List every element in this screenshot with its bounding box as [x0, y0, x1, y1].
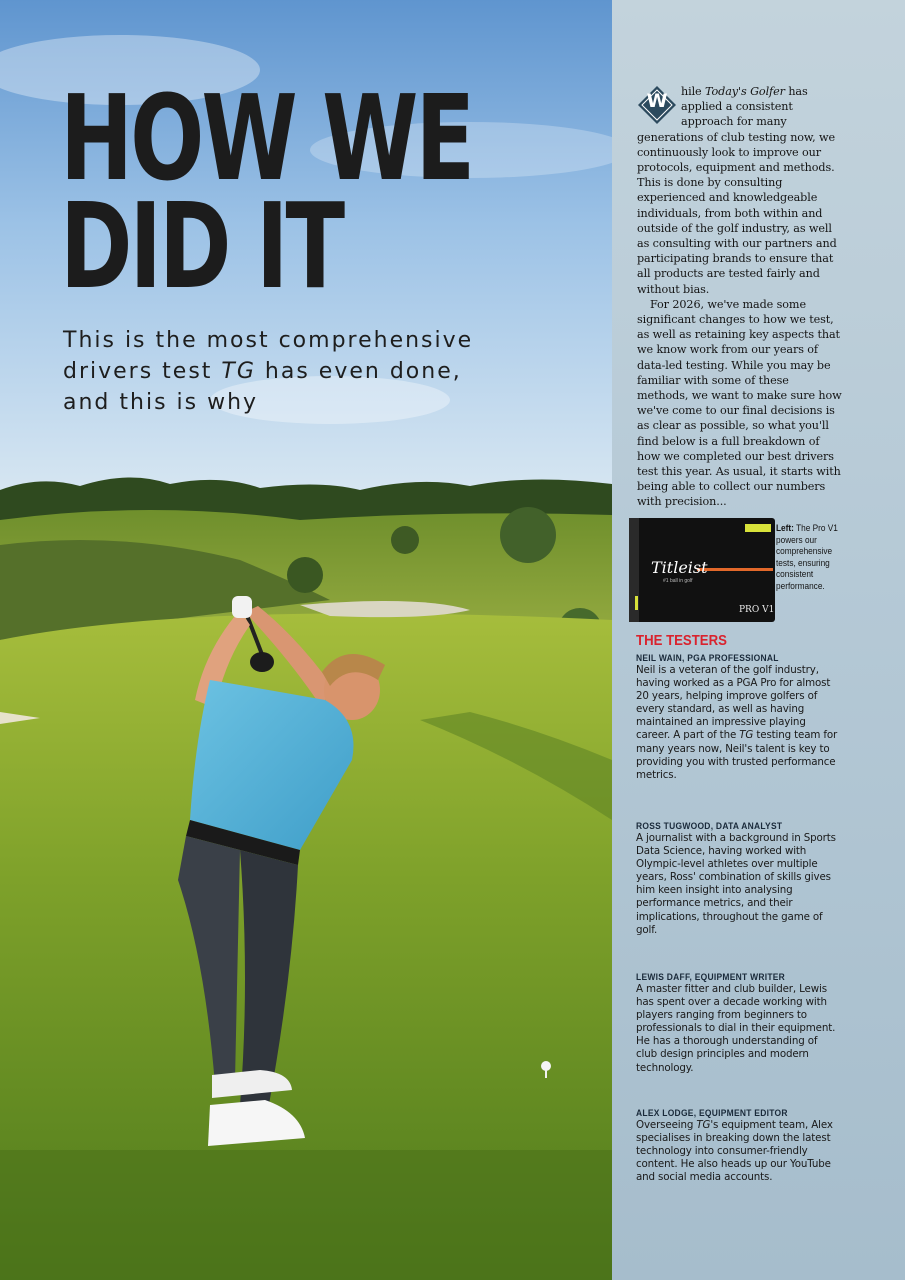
tester-name: ROSS TUGWOOD, DATA ANALYST [636, 821, 783, 831]
tester-alex-lodge [636, 1108, 841, 1184]
page-title [60, 69, 473, 315]
tester-bio-text-b: 's equipment team, Alex specialises in breaking down the latest technology into consumer-friendly content. He also heads up our YouTube and social media accounts. [636, 1119, 833, 1184]
box-model: PRO V1 [739, 605, 775, 615]
tester-name: NEIL WAIN, PGA PROFESSIONAL [636, 653, 779, 663]
dropcap-letter: W [646, 90, 668, 112]
tester-bio [636, 1119, 841, 1184]
title-line-1: HOW WE [60, 69, 473, 207]
tester-bio-text-a: Overseeing [636, 1119, 697, 1131]
tester-neil-wain [636, 653, 841, 782]
caption-text: The Pro V1 powers our comprehensive tests, ensuring consistent performance. [776, 523, 838, 591]
caption-label: Left: [776, 523, 794, 533]
tester-bio-italic: TG [739, 729, 754, 742]
golf-ball [541, 1061, 551, 1071]
standfirst-text-a: This is the most comprehensive drivers test [63, 328, 474, 384]
standfirst-italic: TG [221, 359, 256, 384]
pro-v1-ball-box [627, 516, 779, 624]
tester-lewis-daff [636, 972, 841, 1075]
tester-bio-text-b: testing team for many years now, Neil's talent is key to providing you with trusted performance metrics. [636, 729, 838, 781]
intro-publication: Today's Golfer [705, 85, 785, 98]
tester-bio-italic: TG [696, 1119, 711, 1131]
tester-ross-tugwood [636, 821, 841, 937]
tester-name: ALEX LODGE, EQUIPMENT EDITOR [636, 1108, 788, 1118]
sidebar-column [612, 0, 905, 1280]
section-heading: THE TESTERS [636, 632, 727, 649]
tree [391, 526, 419, 554]
title-line-2: DID IT [60, 177, 343, 315]
intro-paragraph-2: For 2026, we've made some significant changes to how we test, as well as retaining key aspects that we know work from our years of data-led testing. While you may be familiar with some of these methods, we want to make sure how we've come to our final decisions is as clear as possible, so what you'll find below is a full breakdown of how we completed our best drivers test this year. As usual, it starts with being able to collect our numbers with precision... [637, 297, 842, 509]
intro-paragraph-1 [637, 84, 842, 297]
shadow [0, 1150, 612, 1280]
standfirst-text-b: has even done, and this is why [63, 359, 462, 415]
tree [500, 507, 556, 563]
glove [232, 596, 252, 618]
driver-head [250, 652, 274, 672]
tester-bio: A journalist with a background in Sports Data Science, having worked with Olympic-level athletes over multiple years, Ross' combination of skills gives him keen insight into analysing performance metrics, and their implications, throughout the game of golf. [636, 832, 836, 936]
box-brand: Titleist [651, 558, 708, 577]
intro-text-a: hile [681, 85, 706, 98]
dropcap [637, 85, 677, 125]
tester-name: LEWIS DAFF, EQUIPMENT WRITER [636, 972, 786, 982]
intro-text-b: has applied a consistent approach for many generations of club testing now, we continuously look to improve our protocols, equipment and methods. This is done by consulting experienced and knowledgeable individuals, from both within and outside of the golf industry, as well as consulting with our partners and participating brands to ensure that all products are tested fairly and without bias. [637, 85, 837, 296]
intro-text [637, 84, 842, 510]
tester-bio: A master fitter and club builder, Lewis has spent over a decade working with players ranging from beginners to professionals to dial in their equipment. He has a thorough understanding of club design principles and modern technology. [636, 983, 836, 1074]
standfirst [63, 325, 483, 418]
tester-bio [636, 664, 841, 782]
tee [545, 1070, 547, 1078]
box-tagline: #1 ball in golf [663, 578, 693, 584]
image-caption [776, 523, 841, 593]
tree [287, 557, 323, 593]
tester-bio-text-a: Neil is a veteran of the golf industry, having worked as a PGA Pro for almost 20 years, helping improve golfers of every standard, as well as having maintained an impressive playing career. A part of the [636, 664, 831, 742]
